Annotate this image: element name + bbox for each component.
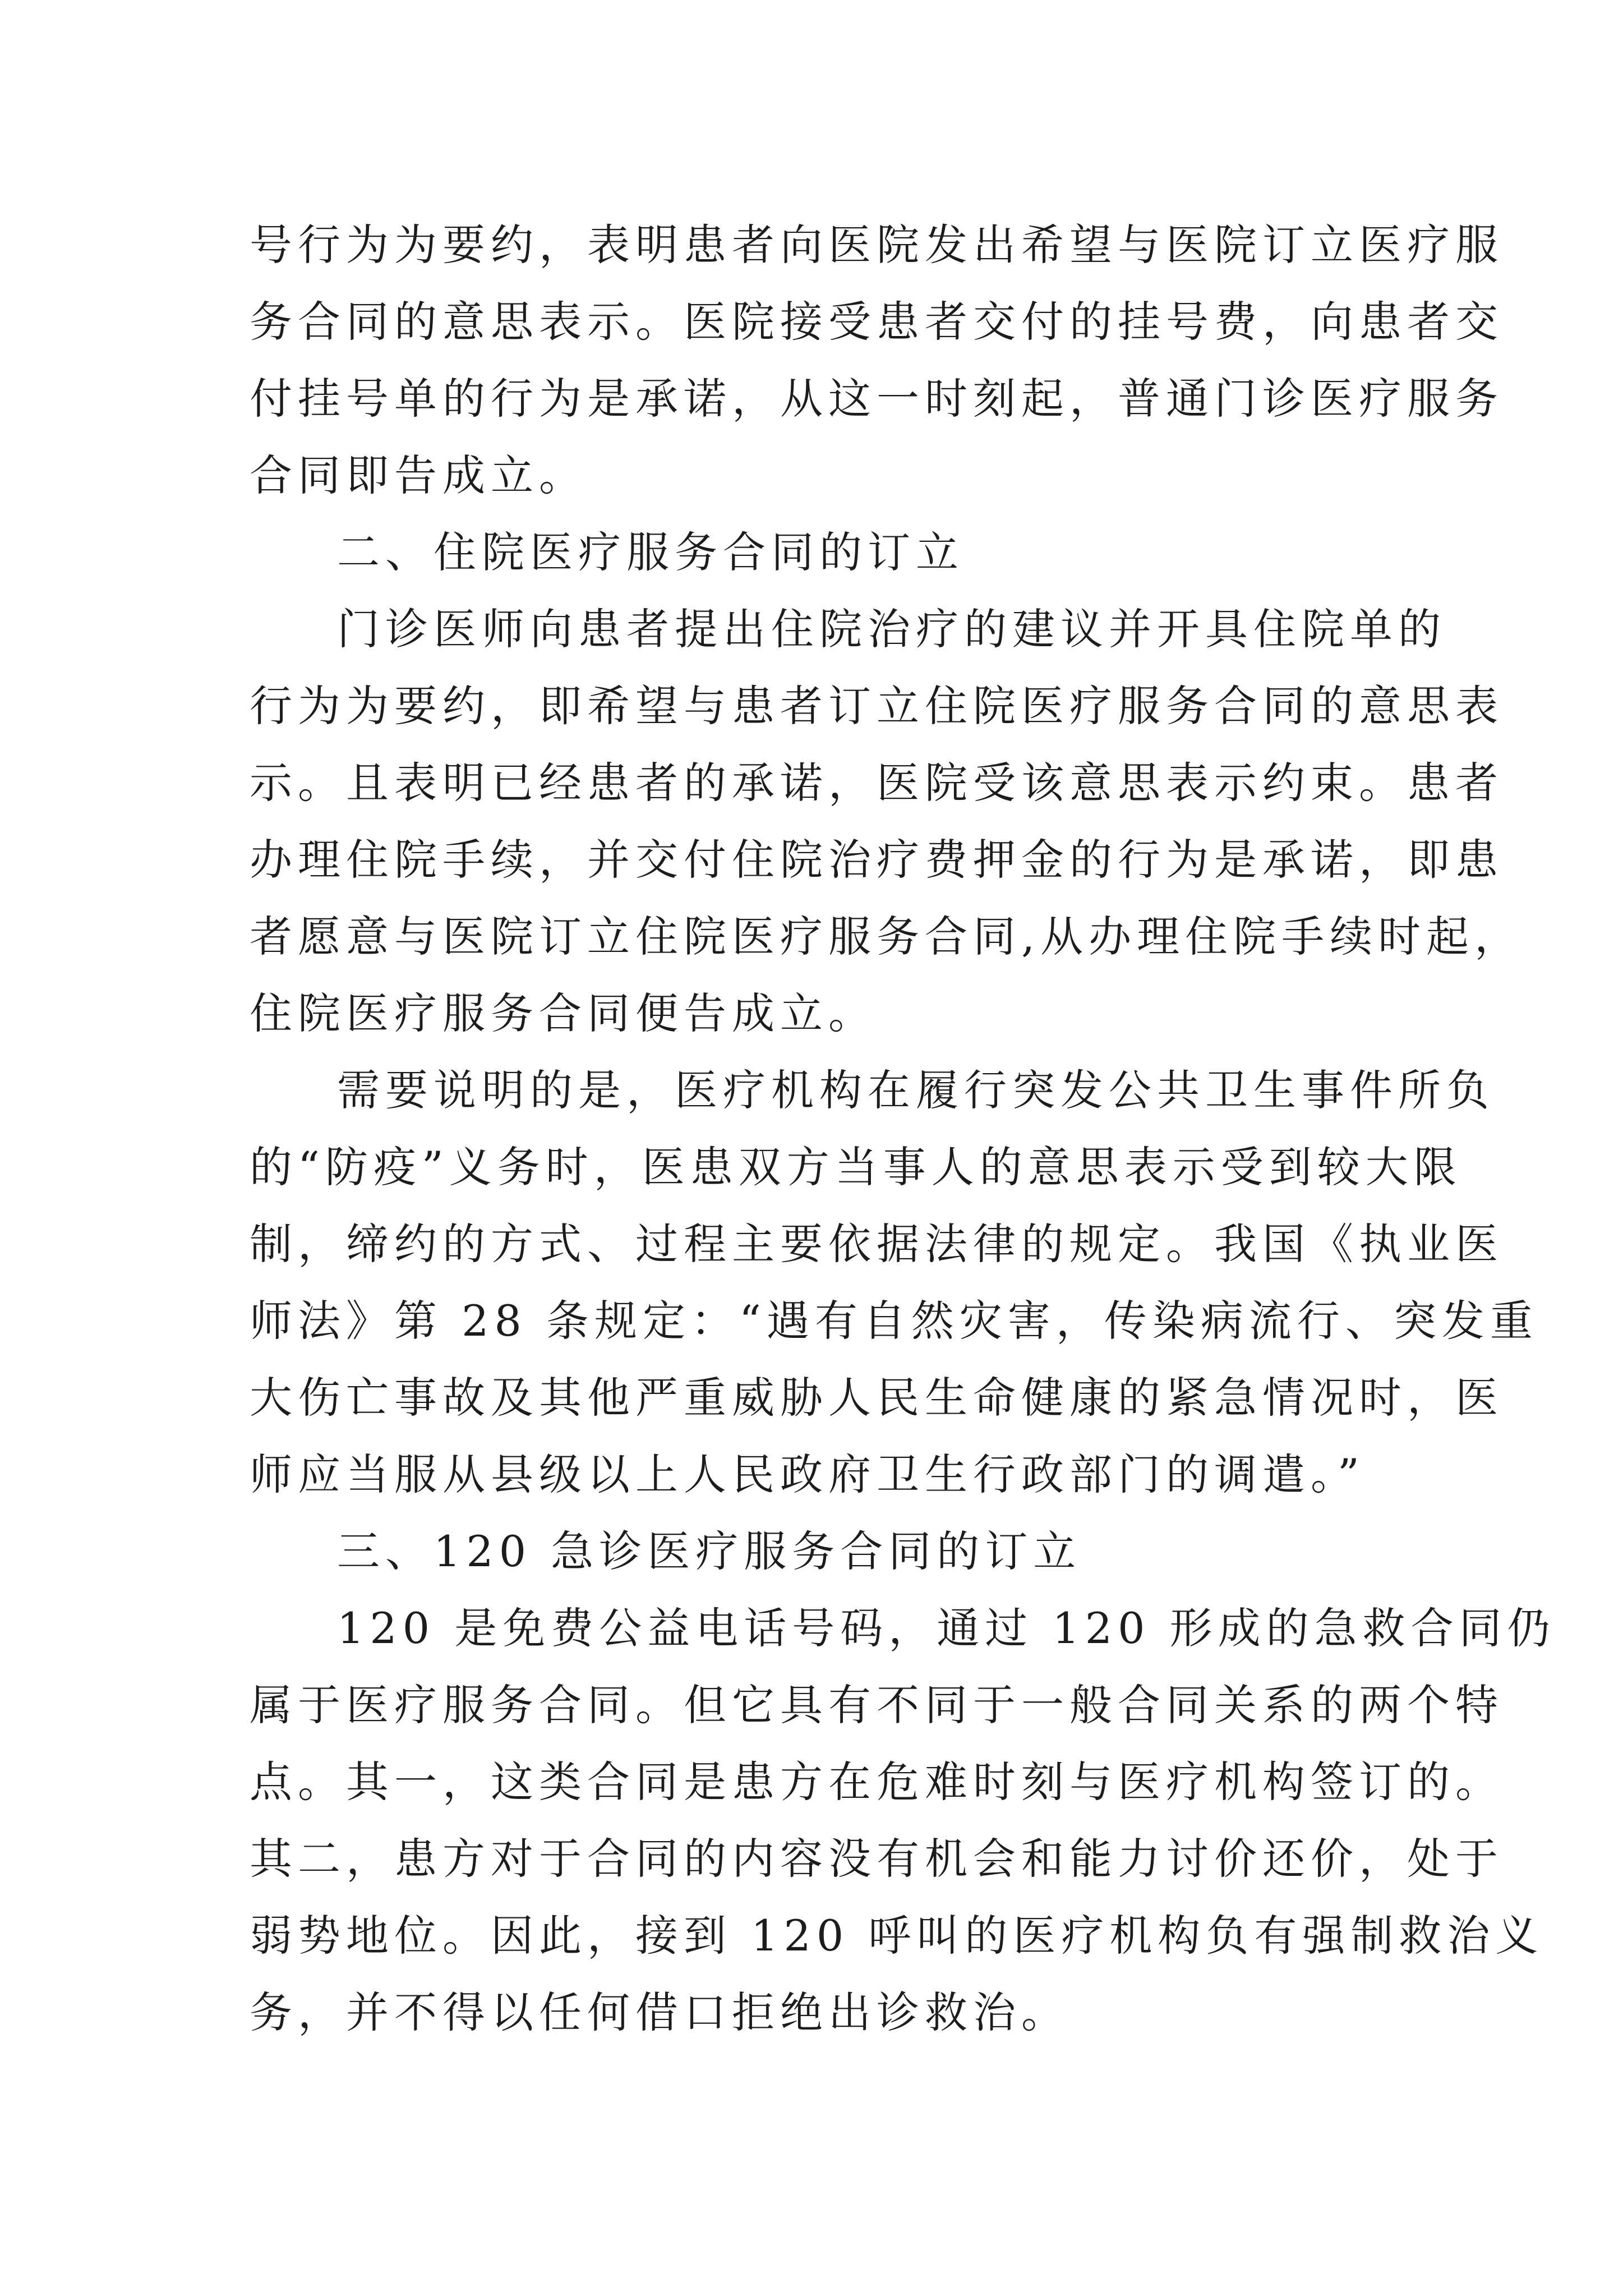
text-line: 务合同的意思表示。医院接受患者交付的挂号费，向患者交 xyxy=(250,297,1504,347)
text-line: 弱势地位。因此，接到 120 呼叫的医疗机构负有强制救治义 xyxy=(250,1911,1544,1961)
text-line: 行为为要约，即希望与患者订立住院医疗服务合同的意思表 xyxy=(250,681,1504,731)
text-line: 门诊医师向患者提出住院治疗的建议并开具住院单的 xyxy=(337,604,1446,654)
text-line: 师应当服从县级以上人民政府卫生行政部门的调遣。” xyxy=(250,1450,1365,1499)
text-line: 师法》第 28 条规定：“遇有自然灾害，传染病流行、突发重 xyxy=(250,1296,1538,1346)
text-line: 需要说明的是，医疗机构在履行突发公共卫生事件所负 xyxy=(337,1065,1495,1115)
text-line: 付挂号单的行为是承诺，从这一时刻起，普通门诊医疗服务 xyxy=(250,374,1504,424)
text-line: 的“防疫”义务时，医患双方当事人的意思表示受到较大限 xyxy=(250,1142,1462,1192)
section-heading-inpatient xyxy=(250,514,1396,591)
paragraph-emergency-contract xyxy=(250,1590,1556,2051)
text-line: 住院医疗服务合同便告成立。 xyxy=(250,988,877,1038)
heading-text: 三、120 急诊医疗服务合同的订立 xyxy=(337,1526,1082,1576)
text-line: 大伤亡事故及其他严重威胁人民生命健康的紧急情况时，医 xyxy=(250,1373,1504,1423)
text-line: 示。且表明已经患者的承诺，医院受该意思表示约束。患者 xyxy=(250,758,1504,808)
section-heading-emergency xyxy=(250,1513,1396,1590)
text-line: 点。其一，这类合同是患方在危难时刻与医疗机构签订的。 xyxy=(250,1757,1504,1807)
text-line: 合同即告成立。 xyxy=(250,450,587,500)
paragraph-outpatient-contract xyxy=(250,206,1504,514)
paragraph-inpatient-contract xyxy=(250,591,1523,1052)
paragraph-epidemic-duty xyxy=(250,1052,1538,1513)
heading-text: 二、住院医疗服务合同的订立 xyxy=(337,527,964,577)
document-body xyxy=(250,206,1556,2051)
text-line: 者愿意与医院订立住院医疗服务合同,从办理住院手续时起， xyxy=(250,912,1523,961)
text-line: 属于医疗服务合同。但它具有不同于一般合同关系的两个特 xyxy=(250,1680,1504,1730)
text-line: 号行为为要约，表明患者向医院发出希望与医院订立医疗服 xyxy=(250,220,1504,270)
text-line: 其二，患方对于合同的内容没有机会和能力讨价还价，处于 xyxy=(250,1834,1504,1884)
text-line: 120 是免费公益电话号码，通过 120 形成的急救合同仍 xyxy=(337,1603,1556,1653)
text-line: 办理住院手续，并交付住院治疗费押金的行为是承诺，即患 xyxy=(250,835,1504,885)
text-line: 制，缔约的方式、过程主要依据法律的规定。我国《执业医 xyxy=(250,1219,1504,1269)
text-line: 务，并不得以任何借口拒绝出诊救治。 xyxy=(250,1987,1069,2037)
